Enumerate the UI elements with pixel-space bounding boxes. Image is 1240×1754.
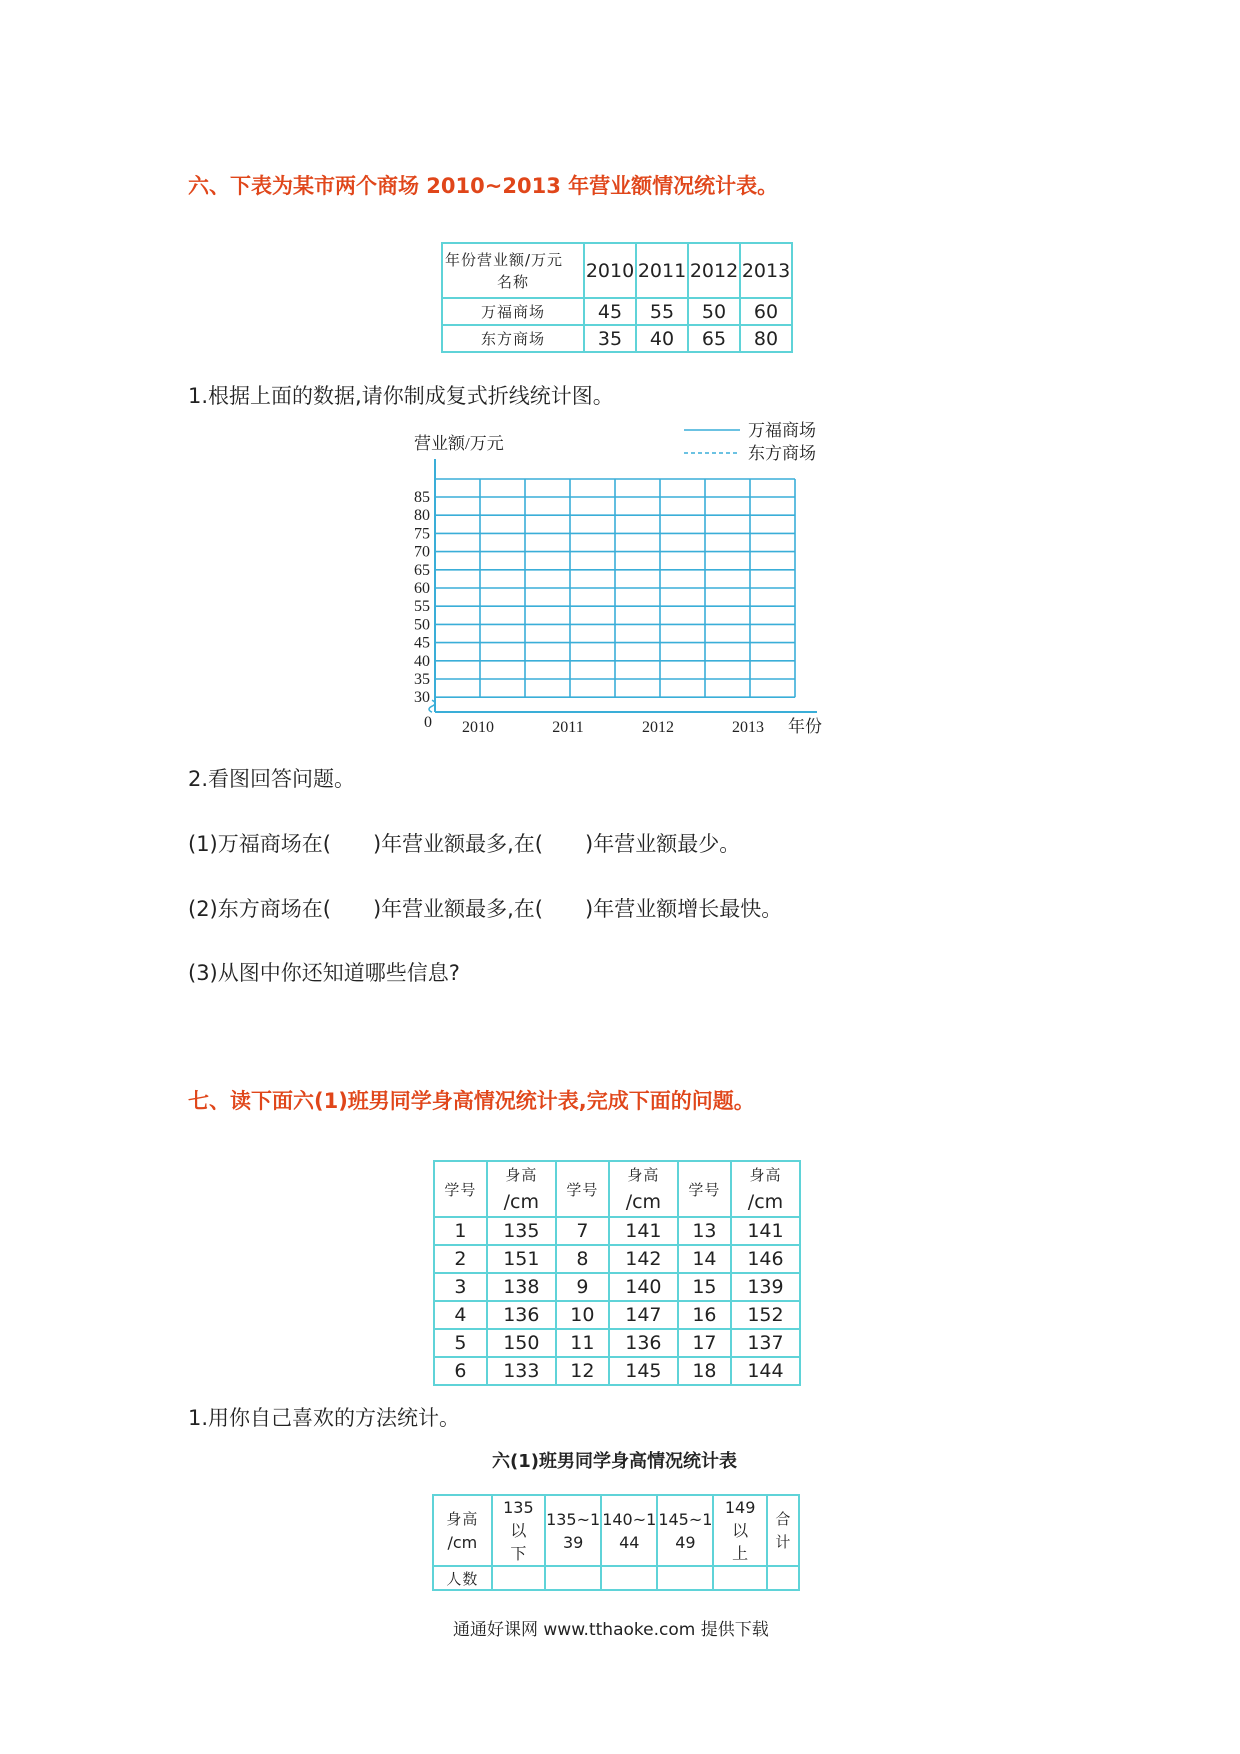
height-cell: 144: [731, 1357, 800, 1385]
question-1: 1.根据上面的数据,请你制成复式折线统计图。: [188, 384, 614, 408]
y-tick-label: 85: [414, 489, 430, 506]
table-cell: 65: [688, 325, 740, 352]
header-height-top: 身高: [749, 1166, 782, 1184]
stat-col-header: [657, 1495, 713, 1566]
header-id: 学号: [678, 1161, 731, 1217]
table-cell: 80: [740, 325, 792, 352]
stat-col-top: 149 以: [724, 1498, 756, 1540]
stat-col-header: [713, 1495, 766, 1566]
student-id-cell: 18: [678, 1357, 731, 1385]
y-tick-label: 50: [414, 616, 430, 634]
student-id-cell: 5: [434, 1329, 487, 1357]
row-name: 万福商场: [442, 298, 584, 325]
y-tick-label: 45: [414, 634, 430, 652]
table-row: [434, 1245, 800, 1273]
stat-col-top: 135 以: [503, 1498, 534, 1540]
stat-col-bottom: 49: [675, 1532, 696, 1552]
height-table: [433, 1160, 801, 1386]
year-header: 2011: [636, 243, 688, 298]
table-cell: 35: [584, 325, 636, 352]
header-height: [731, 1161, 800, 1217]
year-header: 2013: [740, 243, 792, 298]
table-cell: 55: [636, 298, 688, 325]
corner-header-bottom: 名称: [496, 272, 529, 291]
question-2: 2.看图回答问题。: [188, 767, 356, 791]
height-cell: 137: [731, 1329, 800, 1357]
height-cell: 138: [487, 1273, 556, 1301]
header-height: [487, 1161, 556, 1217]
table-cell: 50: [688, 298, 740, 325]
stat-input-cell[interactable]: [492, 1566, 545, 1590]
stat-col-top: 145~1: [658, 1509, 713, 1529]
header-height-bottom: /cm: [747, 1191, 784, 1213]
year-header: 2012: [688, 243, 740, 298]
height-cell: 139: [731, 1273, 800, 1301]
stat-table: [432, 1494, 800, 1591]
y-axis-label: 营业额/万元: [414, 434, 504, 453]
height-cell: 151: [487, 1245, 556, 1273]
height-cell: 133: [487, 1357, 556, 1385]
stat-col-bottom: 44: [619, 1532, 640, 1552]
student-id-cell: 1: [434, 1217, 487, 1245]
stat-header-top: 身高: [446, 1509, 479, 1528]
stat-col-bottom: 下: [510, 1544, 527, 1563]
section-6-title: 六、下表为某市两个商场 2010~2013 年营业额情况统计表。: [188, 174, 779, 198]
height-cell: 136: [609, 1329, 678, 1357]
y-tick-label: 65: [414, 561, 430, 579]
student-id-cell: 10: [556, 1301, 609, 1329]
height-cell: 136: [487, 1301, 556, 1329]
x-tick-label: 2010: [462, 719, 494, 736]
header-height: [609, 1161, 678, 1217]
origin-label: 0: [424, 714, 432, 731]
y-tick-label: 75: [414, 525, 430, 543]
table-row: [434, 1329, 800, 1357]
header-id: 学号: [434, 1161, 487, 1217]
student-id-cell: 11: [556, 1329, 609, 1357]
question-7-1: 1.用你自己喜欢的方法统计。: [188, 1406, 461, 1430]
stat-input-cell[interactable]: [713, 1566, 766, 1590]
stat-input-cell[interactable]: [767, 1566, 799, 1590]
student-id-cell: 16: [678, 1301, 731, 1329]
stat-col-top: 合: [775, 1509, 791, 1528]
question-2-2: (2)东方商场在( )年营业额最多,在( )年营业额增长最快。: [188, 897, 783, 921]
height-cell: 145: [609, 1357, 678, 1385]
stat-col-header: [601, 1495, 657, 1566]
chart-grid: [435, 479, 795, 697]
student-id-cell: 17: [678, 1329, 731, 1357]
stat-row-label: 人数: [433, 1566, 492, 1590]
section-7-title: 七、读下面六(1)班男同学身高情况统计表,完成下面的问题。: [188, 1089, 755, 1113]
year-header: 2010: [584, 243, 636, 298]
height-cell: 142: [609, 1245, 678, 1273]
header-height-bottom: /cm: [503, 1191, 539, 1213]
stat-col-top: 135~1: [546, 1509, 601, 1529]
header-id: 学号: [556, 1161, 609, 1217]
stat-header-height: [433, 1495, 492, 1566]
table-cell: 45: [584, 298, 636, 325]
height-cell: 141: [731, 1217, 800, 1245]
line-chart: [400, 415, 840, 745]
stat-col-top: 140~1: [602, 1509, 657, 1529]
table-row: [434, 1357, 800, 1385]
table-corner-header: [442, 243, 584, 298]
height-cell: 141: [609, 1217, 678, 1245]
stat-col-header: [492, 1495, 545, 1566]
table-row: [434, 1301, 800, 1329]
legend-label: 东方商场: [748, 444, 816, 463]
question-2-3: (3)从图中你还知道哪些信息?: [188, 961, 460, 985]
question-2-1: (1)万福商场在( )年营业额最多,在( )年营业额最少。: [188, 832, 741, 856]
student-id-cell: 2: [434, 1245, 487, 1273]
y-tick-label: 40: [414, 652, 430, 670]
stat-col-header: [545, 1495, 601, 1566]
student-id-cell: 6: [434, 1357, 487, 1385]
x-tick-label: 2012: [642, 719, 674, 736]
header-height-bottom: /cm: [625, 1191, 662, 1213]
header-height-top: 身高: [627, 1166, 660, 1184]
height-cell: 140: [609, 1273, 678, 1301]
stat-input-cell[interactable]: [545, 1566, 601, 1590]
student-id-cell: 12: [556, 1357, 609, 1385]
x-axis-label: 年份: [788, 717, 822, 736]
student-id-cell: 8: [556, 1245, 609, 1273]
height-cell: 152: [731, 1301, 800, 1329]
table-row: [442, 298, 792, 325]
table-row: [434, 1273, 800, 1301]
sales-table: [441, 242, 793, 353]
table-row: [442, 325, 792, 352]
student-id-cell: 4: [434, 1301, 487, 1329]
student-id-cell: 13: [678, 1217, 731, 1245]
stat-input-cell[interactable]: [601, 1566, 657, 1590]
legend-label: 万福商场: [748, 421, 816, 440]
y-tick-label: 30: [414, 689, 430, 707]
stat-input-cell[interactable]: [657, 1566, 713, 1590]
y-tick-label: 35: [414, 671, 430, 688]
stat-col-bottom: 39: [562, 1532, 584, 1552]
footer: 通通好课网 www.tthaoke.com 提供下载: [453, 1620, 769, 1640]
corner-header-top: 年份营业额/万元: [445, 250, 564, 269]
y-tick-label: 70: [414, 543, 430, 561]
stat-col-bottom: 计: [775, 1532, 791, 1551]
table-cell: 40: [636, 325, 688, 352]
stat-table-title: 六(1)班男同学身高情况统计表: [492, 1451, 737, 1472]
y-tick-label: 80: [414, 507, 430, 525]
height-cell: 146: [731, 1245, 800, 1273]
stat-col-header: [767, 1495, 799, 1566]
student-id-cell: 3: [434, 1273, 487, 1301]
height-cell: 150: [487, 1329, 556, 1357]
stat-col-bottom: 上: [732, 1544, 749, 1563]
y-tick-label: 60: [414, 580, 430, 597]
height-cell: 147: [609, 1301, 678, 1329]
table-cell: 60: [740, 298, 792, 325]
y-tick-label: 55: [414, 598, 430, 616]
student-id-cell: 15: [678, 1273, 731, 1301]
header-height-top: 身高: [505, 1166, 538, 1184]
x-tick-label: 2013: [732, 719, 764, 736]
table-row: [434, 1217, 800, 1245]
x-tick-label: 2011: [552, 719, 584, 736]
height-cell: 135: [487, 1217, 556, 1245]
student-id-cell: 14: [678, 1245, 731, 1273]
student-id-cell: 7: [556, 1217, 609, 1245]
stat-header-bottom: /cm: [447, 1532, 478, 1552]
row-name: 东方商场: [442, 325, 584, 352]
student-id-cell: 9: [556, 1273, 609, 1301]
